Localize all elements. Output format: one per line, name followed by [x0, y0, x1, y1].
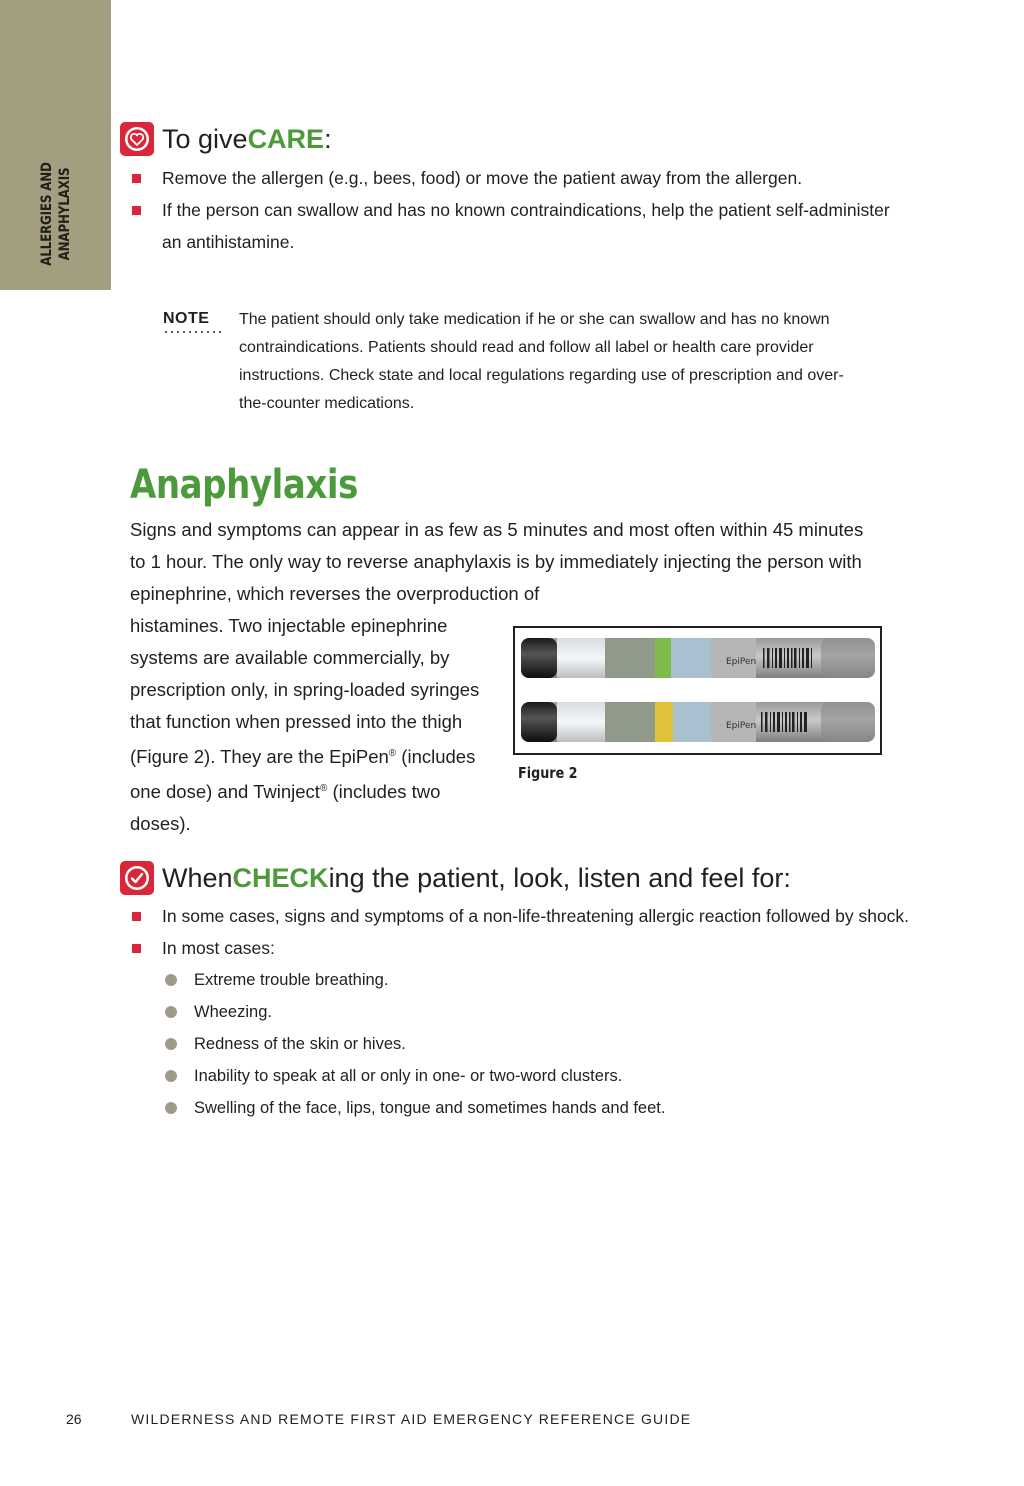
sub-list-item: [162, 1092, 910, 1124]
sub-list: [162, 964, 910, 1124]
square-bullet-icon: [132, 174, 141, 183]
epipen-image: [515, 628, 880, 753]
heart-icon: [120, 122, 154, 156]
check-heading-prefix: When: [162, 862, 233, 893]
sub-item-text: Extreme trouble breathing.: [194, 971, 389, 989]
epipen-brand-label-2: EpiPen: [726, 721, 757, 731]
sub-item-text: Wheezing.: [194, 1003, 272, 1021]
dot-bullet-icon: [165, 1038, 177, 1050]
epipen-1: [521, 638, 875, 678]
sub-item-text: Inability to speak at all or only in one- or two-word clusters.: [194, 1067, 623, 1085]
section-tab-line1: ALLERGIES AND: [39, 162, 55, 266]
sub-list-item: [162, 996, 910, 1028]
sub-item-text: Redness of the skin or hives.: [194, 1035, 406, 1053]
square-bullet-icon: [132, 944, 141, 953]
dot-bullet-icon: [165, 1102, 177, 1114]
figure-caption: Figure 2: [518, 764, 578, 782]
registered-mark: ®: [388, 748, 397, 759]
care-heading: [120, 122, 332, 156]
epipen-2: [521, 702, 875, 742]
registered-mark: ®: [319, 783, 328, 795]
dot-bullet-icon: [165, 1070, 177, 1082]
care-list: [130, 162, 910, 258]
para-text-3: (includes two doses).: [130, 781, 441, 835]
care-heading-suffix: :: [324, 123, 332, 154]
check-heading: [120, 861, 791, 895]
check-heading-suffix: ing the patient, look, listen and feel for:: [328, 862, 791, 893]
section-title: Anaphylaxis: [130, 462, 358, 508]
sub-list-item: [162, 1028, 910, 1060]
note-label: NOTE: [163, 310, 210, 327]
square-bullet-icon: [132, 912, 141, 921]
epipen-brand-label-1: EpiPen: [726, 657, 757, 667]
sub-item-text: Swelling of the face, lips, tongue and sometimes hands and feet.: [194, 1099, 666, 1117]
note-text: The patient should only take medication if he or she can swallow and has no known contraindications. Patients should read and follow all label or health care provider instructions. Check state and local regulations regarding use of prescription and over-the-counter medications.: [239, 311, 844, 412]
care-item-text: If the person can swallow and has no known contraindications, help the patient self-administer an antihistamine.: [162, 200, 890, 252]
checkmark-icon: [120, 861, 154, 895]
care-heading-prefix: To give: [162, 123, 248, 154]
section-tab: [0, 0, 111, 290]
para-text-1: histamines. Two injectable epinephrine systems are available commercially, by prescription only, in spring-loaded syringes that function when pressed into the thigh (Figure 2). They are the EpiPen: [130, 615, 480, 768]
check-heading-emphasis: CHECK: [232, 862, 329, 893]
list-item: [130, 932, 910, 1124]
anaphylaxis-paragraph-top: Signs and symptoms can appear in as few as 5 minutes and most often within 45 minutes to 1 hour. The only way to reverse anaphylaxis is by immediately injecting the person with epinephrine, which reverses the overproduction of: [130, 519, 864, 604]
care-item-text: Remove the allergen (e.g., bees, food) or move the patient away from the allergen.: [162, 168, 803, 188]
care-heading-emphasis: CARE: [247, 123, 325, 154]
check-item-text: In most cases:: [162, 938, 275, 958]
section-tab-label: [38, 151, 74, 277]
list-item: [130, 900, 910, 932]
anaphylaxis-paragraph-wrap: [130, 610, 495, 840]
epipen-figure: [513, 626, 882, 755]
sub-list-item: [162, 964, 910, 996]
square-bullet-icon: [132, 206, 141, 215]
page-number: 26: [66, 1411, 82, 1427]
footer-title: WILDERNESS AND REMOTE FIRST AID EMERGENCY REFERENCE GUIDE: [131, 1411, 692, 1427]
list-item: [130, 162, 910, 194]
note-underline: [163, 331, 223, 333]
para-text-2: (includes one dose) and Twinject: [130, 746, 476, 803]
check-list: [130, 900, 910, 1124]
section-tab-line2: ANAPHYLAXIS: [57, 167, 73, 261]
list-item: [130, 194, 910, 258]
dot-bullet-icon: [165, 974, 177, 986]
sub-list-item: [162, 1060, 910, 1092]
dot-bullet-icon: [165, 1006, 177, 1018]
check-item-text: In some cases, signs and symptoms of a non-life-threatening allergic reaction followed by shock.: [162, 906, 910, 926]
